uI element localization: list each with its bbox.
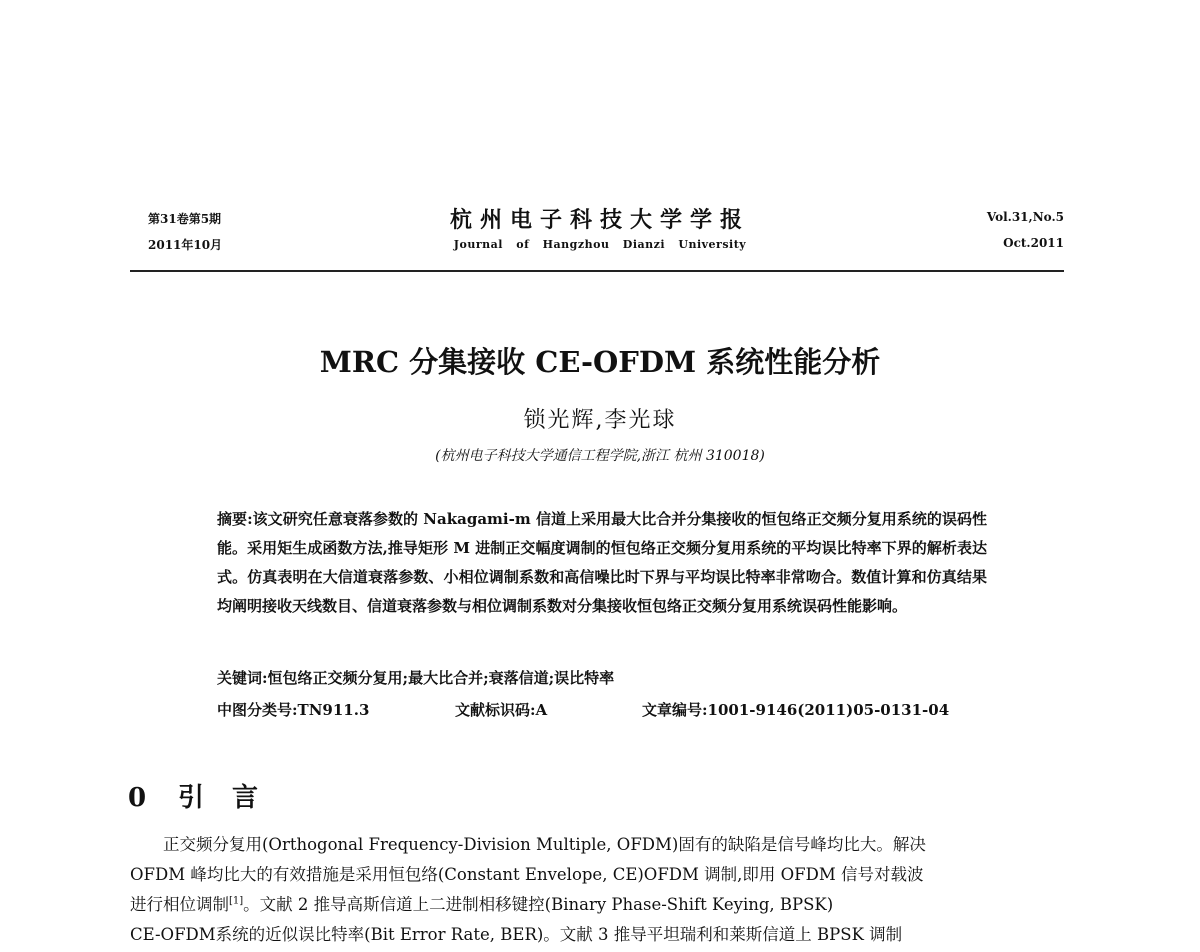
abstract-text: 该文研究任意衰落参数的 Nakagami-m 信道上采用最大比合并分集接收的恒包络正交频分复用系统的误码性能。采用矩生成函数方法,推导矩形 M 进制正交幅度调制的恒包络正交频分复用系统的平均误比特率下界的解析表达式。仿真表明在大信道衰落参数、小相位调制系数和高信噪比时下界与平均误比特率非常吻合。数值计算和仿真结果均阐明接收天线数目、信道衰落参数与相位调制系数对分集接收恒包络正交频分复用系统误码性能影响。 bbox=[217, 510, 987, 615]
body-line: OFDM 峰均比大的有效措施是采用恒包络(Constant Envelope, CE)OFDM 调制,即用 OFDM 信号对载波 bbox=[130, 865, 924, 884]
citation-ref: [1] bbox=[229, 895, 244, 907]
header-date-en: Oct.2011 bbox=[1003, 236, 1064, 250]
header-date-cn: 2011年10月 bbox=[148, 238, 223, 252]
keywords-text: 恒包络正交频分复用;最大比合并;衰落信道;误比特率 bbox=[267, 669, 615, 687]
abstract-label: 摘要: bbox=[217, 510, 253, 528]
abstract bbox=[217, 505, 987, 621]
header-journal-name-en: Journal of Hangzhou Dianzi University bbox=[453, 238, 747, 251]
body-line: 正交频分复用(Orthogonal Frequency-Division Multiple, OFDM)固有的缺陷是信号峰均比大。解决 bbox=[163, 835, 926, 854]
header-journal-name-cn: 杭州电子科技大学学报 bbox=[449, 207, 750, 233]
keywords bbox=[217, 665, 987, 691]
header-volume-issue-en: Vol.31,No.5 bbox=[986, 210, 1064, 224]
body-line-part: 进行相位调制 bbox=[130, 895, 229, 914]
article-affiliation: (杭州电子科技大学通信工程学院,浙江 杭州 310018) bbox=[435, 448, 765, 464]
section-title: 引言 bbox=[178, 783, 287, 813]
section-number: 0 bbox=[128, 783, 147, 813]
body-line: CE-OFDM系统的近似误比特率(Bit Error Rate, BER)。文献 3 推导平坦瑞利和莱斯信道上 BPSK 调制 bbox=[130, 925, 903, 944]
body-line-part: 。文献 2 推导高斯信道上二进制相移键控(Binary Phase-Shift Keying, BPSK) bbox=[243, 895, 834, 914]
keywords-label: 关键词: bbox=[217, 669, 268, 687]
article-number: 文章编号:1001-9146(2011)05-0131-04 bbox=[642, 701, 950, 719]
clc-number: 中图分类号:TN911.3 bbox=[217, 701, 370, 719]
header-volume-issue-cn: 第31卷第5期 bbox=[148, 212, 222, 226]
article-title: MRC 分集接收 CE-OFDM 系统性能分析 bbox=[319, 345, 881, 379]
header-divider bbox=[130, 270, 1064, 272]
body-paragraph bbox=[130, 830, 1065, 950]
document-code: 文献标识码:A bbox=[455, 701, 548, 719]
section-heading bbox=[128, 777, 286, 814]
body-line bbox=[130, 890, 1065, 920]
article-authors: 锁光辉,李光球 bbox=[523, 408, 677, 433]
